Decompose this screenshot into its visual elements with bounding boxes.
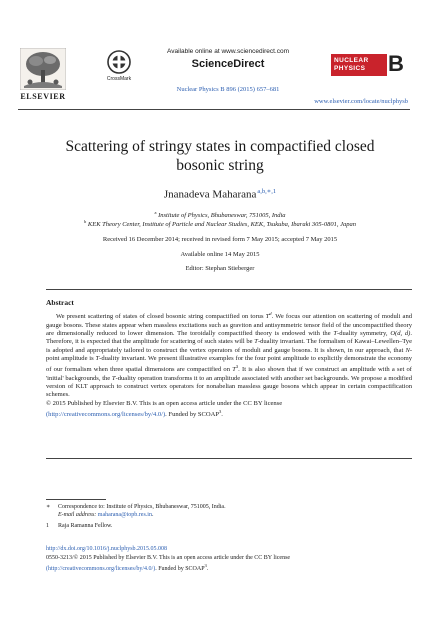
footnote-text: Raja Ramanna Fellow.	[58, 523, 113, 529]
journal-reference-link[interactable]: Nuclear Physics B 896 (2015) 657–681	[176, 86, 280, 93]
bottom-license-line	[46, 562, 412, 573]
abstract-text: -duality operation transforms it to an amplitude associated with another set backgrounds. We propose a modified version of KLT approach to construct vertex operators for nonabelian massless gauge bosons which appear in certain compactification schemes.	[46, 374, 412, 399]
header-divider	[18, 109, 410, 110]
license-link[interactable]: (http://creativecommons.org/licenses/by/4.0/)	[46, 411, 166, 419]
affiliation-b-text: KEK Theory Center, Institute of Particle and Nuclear Studies, KEK, Tsukuba, Ibaraki 305-0801, Japan	[87, 221, 356, 229]
math-torus-sup: d	[269, 311, 272, 316]
copyright-text: © 2015 Published by Elsevier B.V. This is an open access article under the CC BY license	[46, 399, 283, 407]
abstract-text: . It is also shown that if we construct an amplitude with a set of 'initial' backgrounds, the	[46, 366, 412, 382]
footnote-text: Correspondence to: Institute of Physics, Bhubaneswar, 751005, India.	[58, 504, 226, 510]
affiliation-a-text: Institute of Physics, Bhubaneswar, 751005, India	[158, 212, 286, 220]
license-link[interactable]: (http://creativecommons.org/licenses/by/4.0/)	[46, 566, 156, 572]
title-line-1: Scattering of stringy states in compactified closed	[65, 138, 375, 155]
footnote-mark: ∗	[46, 504, 51, 510]
affiliation-a-mark: a	[154, 210, 157, 215]
math-t: T	[111, 374, 116, 382]
abstract-bottom-divider	[46, 458, 412, 459]
abstract-paragraph	[46, 310, 412, 400]
email-link[interactable]: maharana@iopb.res.in	[97, 512, 152, 518]
footnote-divider	[46, 499, 106, 500]
footnote-correspondence	[46, 503, 412, 519]
editor-line: Editor: Stephan Stieberger	[185, 265, 255, 272]
math-torus: T	[265, 313, 270, 321]
author-affiliation-marks[interactable]: a,b,∗,1	[257, 188, 277, 195]
journal-logo-line1: NUCLEAR	[334, 57, 369, 64]
nuclear-physics-b-logo	[331, 51, 407, 76]
funded-text: . Funded by SCOAP	[155, 566, 205, 572]
abstract-top-divider	[46, 289, 412, 290]
doi-link[interactable]: http://dx.doi.org/10.1016/j.nuclphysb.2015.05.008	[46, 546, 168, 552]
email-label: E-mail address:	[58, 512, 97, 518]
funded-text: . Funded by SCOAP	[165, 411, 219, 419]
sciencedirect-name: ScienceDirect	[191, 58, 265, 70]
available-online-date: Available online 14 May 2015	[180, 251, 260, 258]
math-t: T	[333, 329, 338, 337]
math-t: T	[232, 366, 236, 374]
abstract-text: . Therefore, it is expected that the amplitude for scattering of such states will be	[46, 329, 412, 346]
email-end: .	[151, 512, 154, 518]
affiliation-b-mark: b	[84, 219, 87, 224]
abstract-copyright	[46, 400, 412, 420]
available-online-text: Available online at www.sciencedirect.com	[167, 48, 289, 55]
copyright-end: .	[221, 411, 223, 419]
math-t: T	[254, 338, 258, 346]
scoap-sup: 3	[219, 409, 222, 415]
received-dates: Received 16 December 2014; received in revised form 7 May 2015; accepted 7 May 2015	[102, 236, 338, 243]
math-t: T	[95, 354, 100, 362]
journal-logo-line2: PHYSICS	[334, 65, 366, 72]
scoap-sup: 3	[204, 563, 207, 568]
affiliation-b	[30, 219, 410, 228]
elsevier-tree-logo-icon	[20, 48, 66, 90]
footnote-fellow	[46, 522, 412, 530]
crossmark-label: CrossMark	[106, 76, 132, 82]
abstract-text: -duality invariant. The formalism of Kawai–Lewellen–Tye is adopted and appropriately tailored to construct the vertex operators of moduli and gauge bosons. It is shown, in our approach, that	[46, 338, 412, 354]
crossmark-icon[interactable]	[107, 50, 131, 74]
affiliation-a	[30, 210, 410, 219]
abstract-text: -duality symmetry,	[337, 329, 391, 337]
math-n: N	[405, 346, 410, 354]
abstract-text: . We focus our attention on scattering of moduli and gauge bosons. These states appear when massless excitations such as graviton and antisymmetric tensor field of the uncompactified theory are dimensionally reduced to lower dimension. The toroidally compactified theory is endowed with the	[46, 313, 413, 337]
journal-logo-letter: B	[388, 51, 404, 76]
author-line	[40, 187, 400, 201]
math-group: O(d, d)	[390, 329, 411, 337]
abstract-body	[46, 310, 412, 420]
math-t-sup: 3	[235, 364, 239, 370]
abstract-text: We present scattering of states of closed bosonic string compactified on torus	[56, 313, 266, 321]
abstract-text: -point amplitude is	[46, 346, 412, 362]
publisher-name: ELSEVIER	[20, 92, 66, 101]
footnote-mark: 1	[46, 523, 49, 529]
abstract-heading: Abstract	[46, 298, 74, 307]
author-name: Jnanadeva Maharana	[163, 188, 257, 201]
article-title	[40, 137, 400, 175]
journal-homepage-link[interactable]: www.elsevier.com/locate/nuclphysb	[314, 98, 408, 105]
abstract-text: -duality invariant. We present illustrative examples for the four point amplitude to explicitly demonstrate the economy of our formalism when three spatial dimensions are compactified on	[46, 354, 412, 374]
funded-end: .	[206, 566, 209, 572]
title-line-2: bosonic string	[176, 157, 264, 174]
issn-copyright: 0550-3213/© 2015 Published by Elsevier B.V. This is an open access article under the CC BY license	[46, 555, 291, 561]
